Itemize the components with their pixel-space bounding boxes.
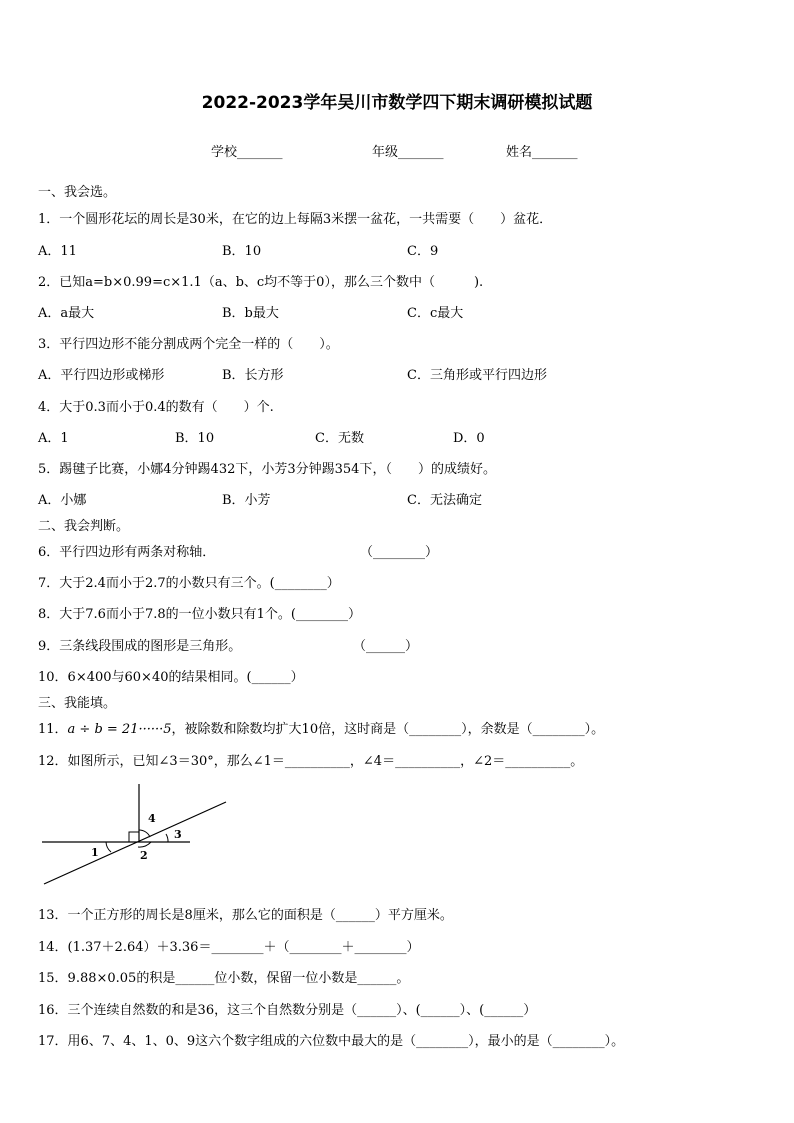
- question-8: 8．大于7.6而小于7.8的一位小数只有1个。(________）: [38, 607, 361, 622]
- school-field: 学校_______: [211, 145, 283, 160]
- angle-4-arc: [139, 830, 150, 837]
- q11-formula: a ÷ b = 21······5: [67, 722, 172, 737]
- q2-option-c: C．c最大: [407, 306, 464, 321]
- q4-option-c: C．无数: [315, 431, 364, 446]
- angle-3-arc: [166, 834, 168, 842]
- q1-option-b: B．10: [222, 244, 262, 259]
- section-heading-judge: 二、我会判断。: [38, 519, 130, 534]
- question-2: 2．已知a=b×0.99=c×1.1（a、b、c均不等于0），那么三个数中（ ).: [38, 275, 484, 290]
- q2-option-a: A．a最大: [38, 306, 95, 321]
- q4-option-a: A．1: [38, 431, 69, 446]
- angle-2-arc: [138, 842, 151, 847]
- question-10: 10．6×400与60×40的结果相同。(______）: [38, 670, 304, 685]
- diagonal-line: [44, 802, 226, 884]
- angle-figure: [38, 778, 238, 890]
- question-15: 15．9.88×0.05的积是______位小数，保留一位小数是______。: [38, 971, 410, 986]
- question-11: [38, 718, 604, 737]
- question-13: 13．一个正方形的周长是8厘米，那么它的面积是（______）平方厘米。: [38, 908, 453, 923]
- q3-option-a: A．平行四边形或梯形: [38, 368, 165, 383]
- q3-option-c: C．三角形或平行四边形: [407, 368, 547, 383]
- q4-option-d: D．0: [453, 431, 485, 446]
- angle-label-1: 1: [91, 846, 99, 859]
- q2-option-b: B．b最大: [222, 306, 279, 321]
- question-4: 4．大于0.3而小于0.4的数有（ ）个.: [38, 400, 274, 415]
- question-12: 12．如图所示，已知∠3＝30°，那么∠1＝__________，∠4＝__________，∠2＝__________。: [38, 754, 584, 769]
- angle-1-arc: [106, 842, 111, 852]
- q11-text: ，被除数和除数均扩大10倍，这时商是（________），余数是（________）。: [171, 722, 605, 737]
- question-17: 17．用6、7、4、1、0、9这六个数字组成的六位数中最大的是（________），最小的是（________）。: [38, 1034, 625, 1049]
- page-title: 2022-2023学年吴川市数学四下期末调研模拟试题: [201, 93, 593, 113]
- q9-blank: （______）: [353, 639, 419, 654]
- question-1: 1．一个圆形花坛的周长是30米，在它的边上每隔3米摆一盆花，一共需要（ ）盆花．: [38, 212, 553, 227]
- question-14: 14．(1.37＋2.64）＋3.36＝________＋（________＋________）: [38, 940, 420, 955]
- right-angle-mark: [129, 832, 139, 842]
- q4-option-b: B．10: [175, 431, 215, 446]
- grade-field: 年级_______: [372, 145, 444, 160]
- angle-label-2: 2: [140, 849, 148, 862]
- q5-option-b: B．小芳: [222, 493, 271, 508]
- q5-option-a: A．小娜: [38, 493, 87, 508]
- q11-number: 11．: [38, 722, 68, 737]
- angle-label-3: 3: [174, 828, 182, 841]
- q3-option-b: B．长方形: [222, 368, 284, 383]
- q1-option-c: C．9: [407, 244, 439, 259]
- question-16: 16．三个连续自然数的和是36，这三个自然数分别是（______）、(______）、(______）: [38, 1003, 537, 1018]
- name-field: 姓名_______: [506, 145, 578, 160]
- section-heading-fill: 三、我能填。: [38, 696, 117, 711]
- question-9: 9．三条线段围成的图形是三角形。: [38, 639, 242, 654]
- question-3: 3．平行四边形不能分割成两个完全一样的（ ）。: [38, 337, 339, 352]
- section-heading-choose: 一、我会选。: [38, 185, 117, 200]
- q5-option-c: C．无法确定: [407, 493, 482, 508]
- angle-label-4: 4: [148, 812, 156, 825]
- q6-blank: （________）: [360, 545, 439, 560]
- question-5: 5．踢毽子比赛，小娜4分钟踢432下，小芳3分钟踢354下，（ ）的成绩好。: [38, 462, 496, 477]
- q1-option-a: A．11: [38, 244, 77, 259]
- question-6: 6．平行四边形有两条对称轴．: [38, 545, 216, 560]
- question-7: 7．大于2.4而小于2.7的小数只有三个。(________）: [38, 576, 340, 591]
